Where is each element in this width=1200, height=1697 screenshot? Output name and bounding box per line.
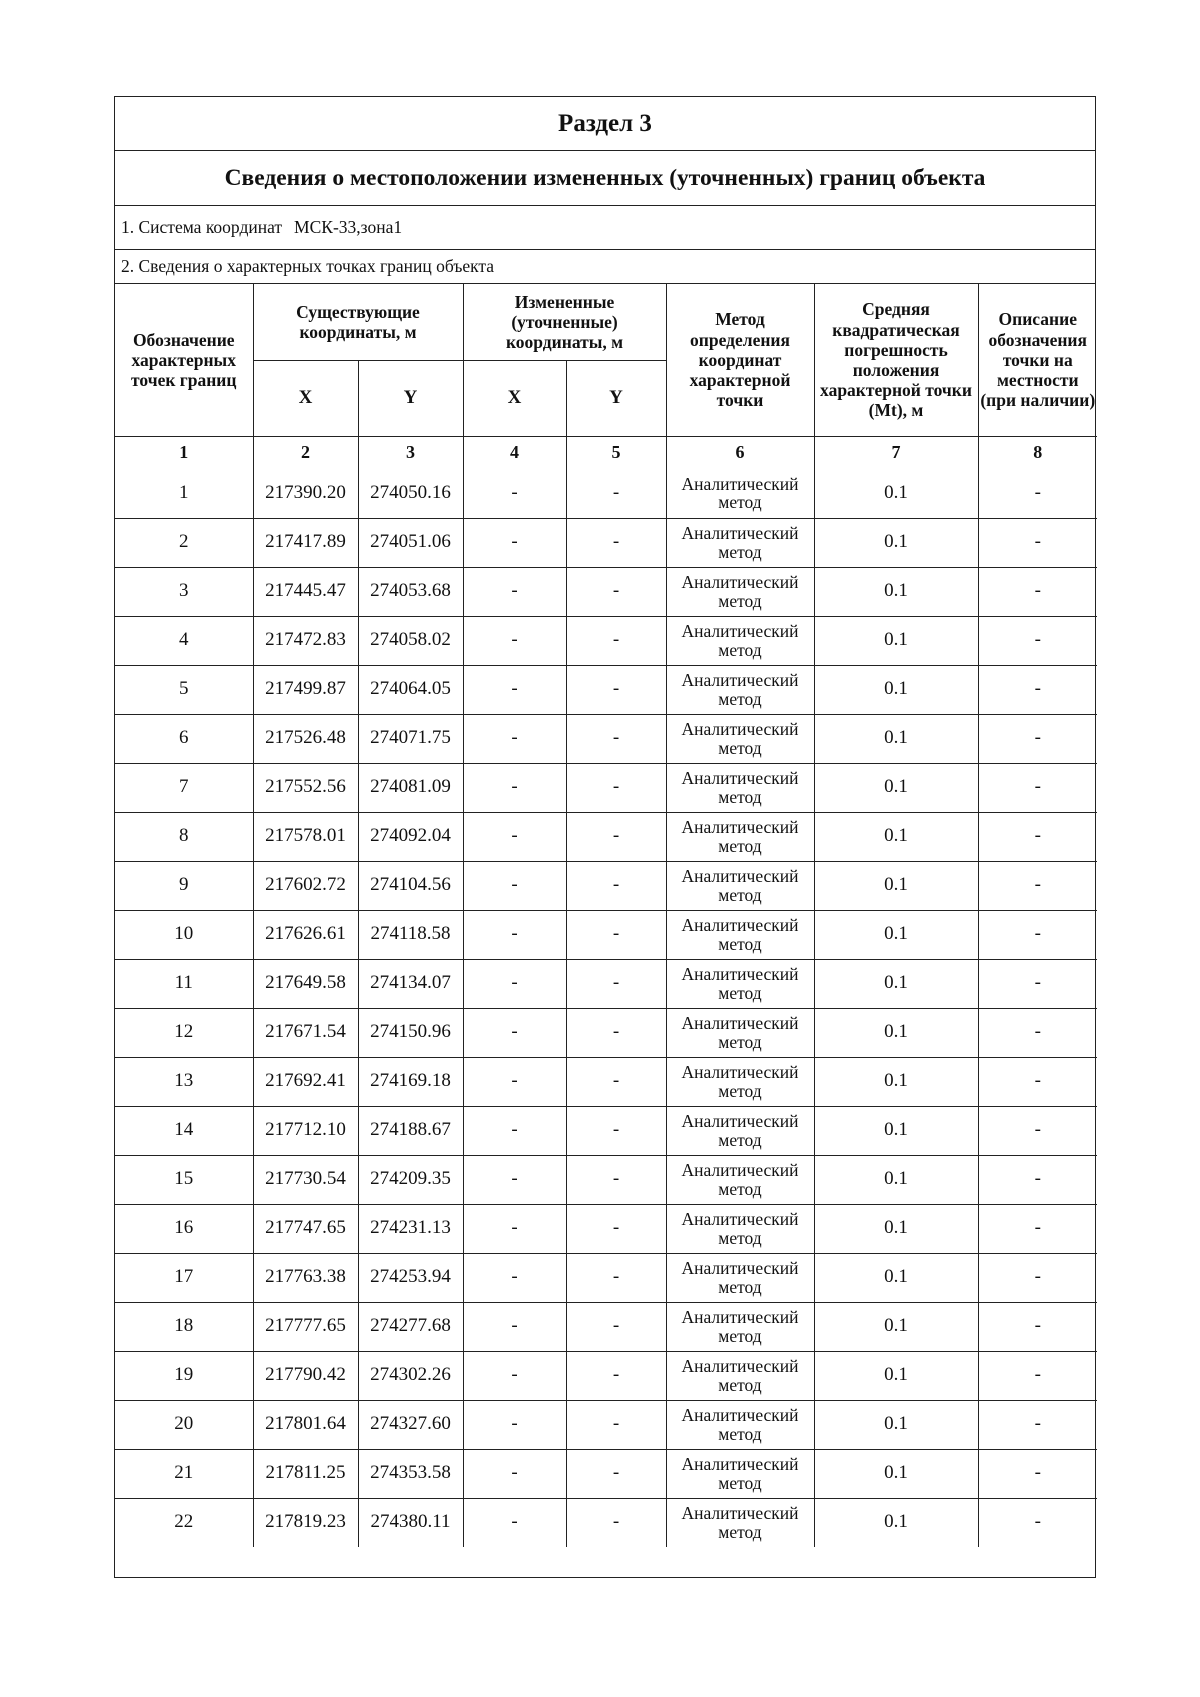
error-cell: 0.1 xyxy=(814,665,978,714)
table-row xyxy=(115,1400,1097,1449)
table-row xyxy=(115,1351,1097,1400)
changed-x-cell: - xyxy=(463,714,566,763)
description-cell: - xyxy=(978,1498,1097,1547)
table-row xyxy=(115,1253,1097,1302)
method-cell: Аналитический метод xyxy=(666,567,814,616)
error-cell: 0.1 xyxy=(814,714,978,763)
existing-x-cell: 217692.41 xyxy=(253,1057,358,1106)
method-cell: Аналитический метод xyxy=(666,1302,814,1351)
point-number-cell: 16 xyxy=(115,1204,253,1253)
changed-x-cell: - xyxy=(463,1302,566,1351)
point-number-cell: 2 xyxy=(115,518,253,567)
changed-x-cell: - xyxy=(463,1204,566,1253)
description-cell: - xyxy=(978,861,1097,910)
error-cell: 0.1 xyxy=(814,1155,978,1204)
column-number: 1 xyxy=(115,436,253,469)
table-row xyxy=(115,812,1097,861)
description-cell: - xyxy=(978,518,1097,567)
table-row xyxy=(115,1155,1097,1204)
header-existing-x: X xyxy=(253,360,358,436)
point-number-cell: 17 xyxy=(115,1253,253,1302)
error-cell: 0.1 xyxy=(814,1302,978,1351)
table-row xyxy=(115,469,1097,518)
description-cell: - xyxy=(978,1057,1097,1106)
header-existing-coords: Существующие координаты, м xyxy=(253,284,463,360)
existing-y-cell: 274064.05 xyxy=(358,665,463,714)
existing-y-cell: 274380.11 xyxy=(358,1498,463,1547)
table-row xyxy=(115,567,1097,616)
table-row xyxy=(115,1204,1097,1253)
column-number: 7 xyxy=(814,436,978,469)
error-cell: 0.1 xyxy=(814,1057,978,1106)
point-number-cell: 1 xyxy=(115,469,253,518)
existing-y-cell: 274104.56 xyxy=(358,861,463,910)
method-cell: Аналитический метод xyxy=(666,1400,814,1449)
changed-y-cell: - xyxy=(566,714,666,763)
error-cell: 0.1 xyxy=(814,518,978,567)
error-cell: 0.1 xyxy=(814,1204,978,1253)
changed-y-cell: - xyxy=(566,1351,666,1400)
point-number-cell: 12 xyxy=(115,1008,253,1057)
existing-x-cell: 217649.58 xyxy=(253,959,358,1008)
changed-y-cell: - xyxy=(566,1302,666,1351)
header-method: Метод определения координат характерной точки xyxy=(666,284,814,436)
existing-x-cell: 217526.48 xyxy=(253,714,358,763)
existing-x-cell: 217747.65 xyxy=(253,1204,358,1253)
column-number: 3 xyxy=(358,436,463,469)
changed-x-cell: - xyxy=(463,910,566,959)
changed-y-cell: - xyxy=(566,665,666,714)
changed-x-cell: - xyxy=(463,1253,566,1302)
description-cell: - xyxy=(978,665,1097,714)
method-cell: Аналитический метод xyxy=(666,812,814,861)
existing-y-cell: 274051.06 xyxy=(358,518,463,567)
coord-system-value: МСК-33,зона1 xyxy=(294,217,403,237)
method-cell: Аналитический метод xyxy=(666,665,814,714)
description-cell: - xyxy=(978,469,1097,518)
changed-y-cell: - xyxy=(566,1106,666,1155)
existing-y-cell: 274188.67 xyxy=(358,1106,463,1155)
changed-y-cell: - xyxy=(566,1155,666,1204)
point-number-cell: 22 xyxy=(115,1498,253,1547)
method-cell: Аналитический метод xyxy=(666,959,814,1008)
error-cell: 0.1 xyxy=(814,1106,978,1155)
existing-y-cell: 274277.68 xyxy=(358,1302,463,1351)
existing-x-cell: 217472.83 xyxy=(253,616,358,665)
description-cell: - xyxy=(978,1449,1097,1498)
error-cell: 0.1 xyxy=(814,959,978,1008)
point-number-cell: 14 xyxy=(115,1106,253,1155)
existing-y-cell: 274209.35 xyxy=(358,1155,463,1204)
existing-y-cell: 274327.60 xyxy=(358,1400,463,1449)
changed-x-cell: - xyxy=(463,1155,566,1204)
existing-y-cell: 274058.02 xyxy=(358,616,463,665)
method-cell: Аналитический метод xyxy=(666,1106,814,1155)
changed-y-cell: - xyxy=(566,861,666,910)
error-cell: 0.1 xyxy=(814,567,978,616)
error-cell: 0.1 xyxy=(814,910,978,959)
column-number: 5 xyxy=(566,436,666,469)
points-heading: 2. Сведения о характерных точках границ объекта xyxy=(115,250,1095,284)
existing-x-cell: 217763.38 xyxy=(253,1253,358,1302)
coord-system-label: 1. Система координат xyxy=(121,217,283,237)
point-number-cell: 3 xyxy=(115,567,253,616)
table-header-row xyxy=(115,284,1097,360)
changed-y-cell: - xyxy=(566,763,666,812)
description-cell: - xyxy=(978,959,1097,1008)
description-cell: - xyxy=(978,1155,1097,1204)
column-number: 4 xyxy=(463,436,566,469)
existing-y-cell: 274053.68 xyxy=(358,567,463,616)
header-error: Средняя квадратическая погрешность положения характерной точки (Mt), м xyxy=(814,284,978,436)
point-number-cell: 6 xyxy=(115,714,253,763)
point-number-cell: 15 xyxy=(115,1155,253,1204)
point-number-cell: 18 xyxy=(115,1302,253,1351)
changed-x-cell: - xyxy=(463,567,566,616)
changed-y-cell: - xyxy=(566,616,666,665)
method-cell: Аналитический метод xyxy=(666,469,814,518)
column-number: 8 xyxy=(978,436,1097,469)
error-cell: 0.1 xyxy=(814,1400,978,1449)
existing-y-cell: 274253.94 xyxy=(358,1253,463,1302)
existing-y-cell: 274169.18 xyxy=(358,1057,463,1106)
method-cell: Аналитический метод xyxy=(666,1253,814,1302)
changed-x-cell: - xyxy=(463,959,566,1008)
method-cell: Аналитический метод xyxy=(666,910,814,959)
table-row xyxy=(115,1302,1097,1351)
point-number-cell: 8 xyxy=(115,812,253,861)
table-row xyxy=(115,1498,1097,1547)
header-changed-coords: Измененные (уточненные) координаты, м xyxy=(463,284,666,360)
existing-y-cell: 274302.26 xyxy=(358,1351,463,1400)
changed-y-cell: - xyxy=(566,567,666,616)
table-blank-row xyxy=(115,1547,1097,1577)
description-cell: - xyxy=(978,1302,1097,1351)
changed-x-cell: - xyxy=(463,1057,566,1106)
changed-x-cell: - xyxy=(463,1008,566,1057)
changed-y-cell: - xyxy=(566,910,666,959)
method-cell: Аналитический метод xyxy=(666,1351,814,1400)
description-cell: - xyxy=(978,910,1097,959)
error-cell: 0.1 xyxy=(814,1449,978,1498)
existing-x-cell: 217671.54 xyxy=(253,1008,358,1057)
changed-y-cell: - xyxy=(566,518,666,567)
existing-y-cell: 274118.58 xyxy=(358,910,463,959)
changed-x-cell: - xyxy=(463,1449,566,1498)
error-cell: 0.1 xyxy=(814,469,978,518)
existing-x-cell: 217390.20 xyxy=(253,469,358,518)
error-cell: 0.1 xyxy=(814,861,978,910)
description-cell: - xyxy=(978,1106,1097,1155)
changed-x-cell: - xyxy=(463,763,566,812)
section-title: Раздел 3 xyxy=(115,97,1095,151)
description-cell: - xyxy=(978,567,1097,616)
point-number-cell: 7 xyxy=(115,763,253,812)
changed-y-cell: - xyxy=(566,1253,666,1302)
point-number-cell: 19 xyxy=(115,1351,253,1400)
changed-x-cell: - xyxy=(463,1351,566,1400)
changed-y-cell: - xyxy=(566,469,666,518)
point-number-cell: 11 xyxy=(115,959,253,1008)
error-cell: 0.1 xyxy=(814,1253,978,1302)
table-row xyxy=(115,910,1097,959)
existing-x-cell: 217819.23 xyxy=(253,1498,358,1547)
changed-y-cell: - xyxy=(566,959,666,1008)
header-existing-y: Y xyxy=(358,360,463,436)
error-cell: 0.1 xyxy=(814,1498,978,1547)
changed-y-cell: - xyxy=(566,1498,666,1547)
table-row xyxy=(115,714,1097,763)
description-cell: - xyxy=(978,1253,1097,1302)
changed-x-cell: - xyxy=(463,1400,566,1449)
changed-y-cell: - xyxy=(566,812,666,861)
point-number-cell: 9 xyxy=(115,861,253,910)
point-number-cell: 13 xyxy=(115,1057,253,1106)
changed-y-cell: - xyxy=(566,1400,666,1449)
point-number-cell: 20 xyxy=(115,1400,253,1449)
changed-x-cell: - xyxy=(463,812,566,861)
existing-y-cell: 274071.75 xyxy=(358,714,463,763)
column-number-row xyxy=(115,436,1097,469)
method-cell: Аналитический метод xyxy=(666,1155,814,1204)
method-cell: Аналитический метод xyxy=(666,1057,814,1106)
existing-y-cell: 274081.09 xyxy=(358,763,463,812)
existing-x-cell: 217578.01 xyxy=(253,812,358,861)
coord-system-line xyxy=(115,206,1095,250)
error-cell: 0.1 xyxy=(814,812,978,861)
method-cell: Аналитический метод xyxy=(666,1498,814,1547)
table-row xyxy=(115,616,1097,665)
existing-y-cell: 274134.07 xyxy=(358,959,463,1008)
changed-x-cell: - xyxy=(463,1498,566,1547)
description-cell: - xyxy=(978,763,1097,812)
description-cell: - xyxy=(978,1008,1097,1057)
error-cell: 0.1 xyxy=(814,616,978,665)
changed-x-cell: - xyxy=(463,861,566,910)
point-number-cell: 4 xyxy=(115,616,253,665)
description-cell: - xyxy=(978,1351,1097,1400)
changed-x-cell: - xyxy=(463,518,566,567)
point-number-cell: 21 xyxy=(115,1449,253,1498)
changed-x-cell: - xyxy=(463,1106,566,1155)
existing-y-cell: 274150.96 xyxy=(358,1008,463,1057)
table-body xyxy=(115,469,1097,1547)
description-cell: - xyxy=(978,812,1097,861)
existing-x-cell: 217730.54 xyxy=(253,1155,358,1204)
table-row xyxy=(115,518,1097,567)
error-cell: 0.1 xyxy=(814,1351,978,1400)
column-number: 6 xyxy=(666,436,814,469)
method-cell: Аналитический метод xyxy=(666,714,814,763)
table-row xyxy=(115,959,1097,1008)
blank-cell xyxy=(115,1547,1097,1577)
point-number-cell: 5 xyxy=(115,665,253,714)
method-cell: Аналитический метод xyxy=(666,616,814,665)
existing-x-cell: 217777.65 xyxy=(253,1302,358,1351)
description-cell: - xyxy=(978,714,1097,763)
existing-x-cell: 217499.87 xyxy=(253,665,358,714)
existing-x-cell: 217602.72 xyxy=(253,861,358,910)
changed-y-cell: - xyxy=(566,1204,666,1253)
method-cell: Аналитический метод xyxy=(666,1204,814,1253)
table-row xyxy=(115,1449,1097,1498)
table-row xyxy=(115,763,1097,812)
existing-y-cell: 274092.04 xyxy=(358,812,463,861)
boundary-points-table xyxy=(115,284,1097,1577)
table-row xyxy=(115,1057,1097,1106)
method-cell: Аналитический метод xyxy=(666,1449,814,1498)
existing-x-cell: 217790.42 xyxy=(253,1351,358,1400)
point-number-cell: 10 xyxy=(115,910,253,959)
table-row xyxy=(115,1106,1097,1155)
table-row xyxy=(115,861,1097,910)
document-frame xyxy=(114,96,1096,1578)
description-cell: - xyxy=(978,616,1097,665)
header-changed-y: Y xyxy=(566,360,666,436)
existing-x-cell: 217626.61 xyxy=(253,910,358,959)
method-cell: Аналитический метод xyxy=(666,1008,814,1057)
existing-y-cell: 274050.16 xyxy=(358,469,463,518)
table-row xyxy=(115,1008,1097,1057)
existing-x-cell: 217712.10 xyxy=(253,1106,358,1155)
changed-x-cell: - xyxy=(463,469,566,518)
description-cell: - xyxy=(978,1204,1097,1253)
method-cell: Аналитический метод xyxy=(666,518,814,567)
column-number: 2 xyxy=(253,436,358,469)
changed-y-cell: - xyxy=(566,1449,666,1498)
error-cell: 0.1 xyxy=(814,1008,978,1057)
existing-x-cell: 217811.25 xyxy=(253,1449,358,1498)
changed-x-cell: - xyxy=(463,665,566,714)
existing-y-cell: 274231.13 xyxy=(358,1204,463,1253)
error-cell: 0.1 xyxy=(814,763,978,812)
existing-y-cell: 274353.58 xyxy=(358,1449,463,1498)
table-row xyxy=(115,665,1097,714)
changed-x-cell: - xyxy=(463,616,566,665)
existing-x-cell: 217445.47 xyxy=(253,567,358,616)
existing-x-cell: 217417.89 xyxy=(253,518,358,567)
header-designation: Обозначение характерных точек границ xyxy=(115,284,253,436)
method-cell: Аналитический метод xyxy=(666,763,814,812)
existing-x-cell: 217801.64 xyxy=(253,1400,358,1449)
description-cell: - xyxy=(978,1400,1097,1449)
changed-y-cell: - xyxy=(566,1008,666,1057)
document-subtitle: Сведения о местоположении измененных (уточненных) границ объекта xyxy=(115,151,1095,206)
changed-y-cell: - xyxy=(566,1057,666,1106)
header-description: Описание обозначения точки на местности (при наличии) xyxy=(978,284,1097,436)
method-cell: Аналитический метод xyxy=(666,861,814,910)
existing-x-cell: 217552.56 xyxy=(253,763,358,812)
header-changed-x: X xyxy=(463,360,566,436)
